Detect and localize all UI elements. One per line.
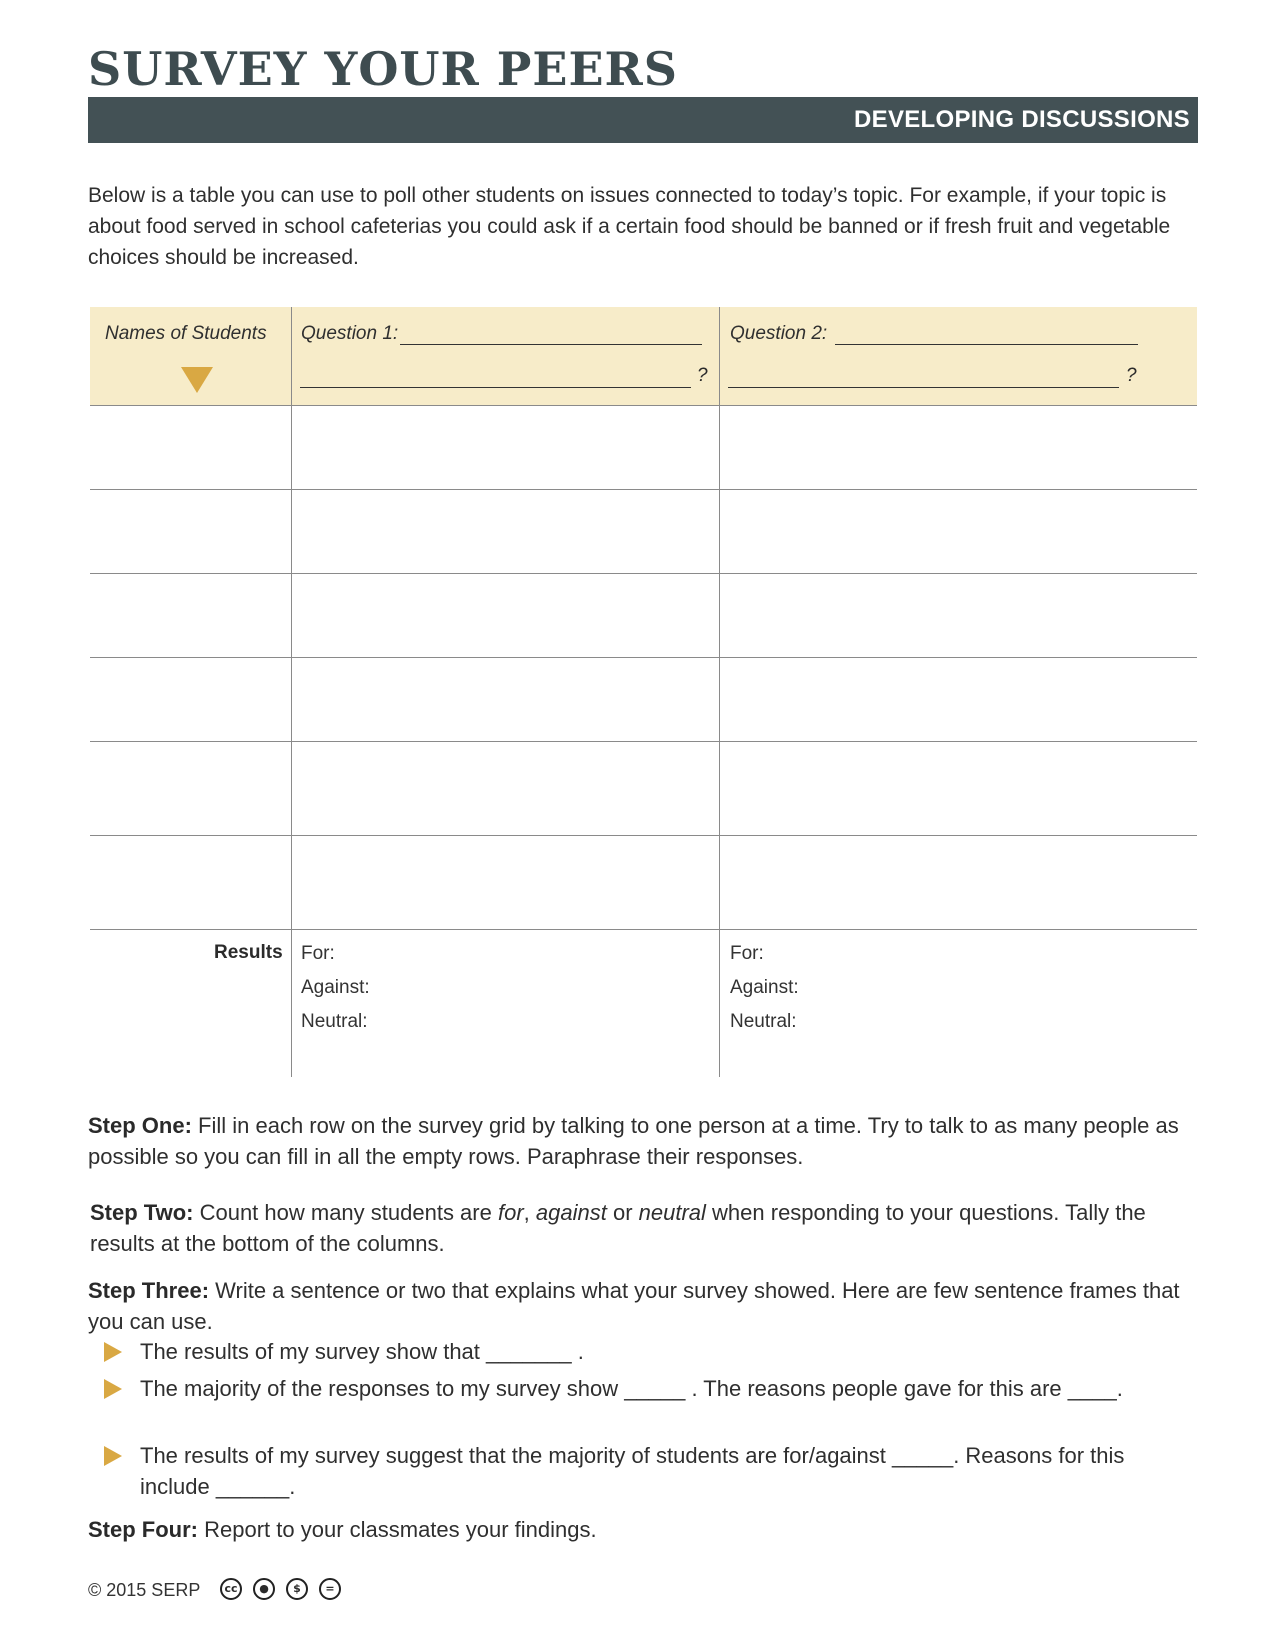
step-two-or: or xyxy=(606,1200,639,1225)
column-divider-1 xyxy=(291,307,292,1077)
column-header-names: Names of Students xyxy=(105,323,267,344)
q2-result-neutral[interactable]: Neutral: xyxy=(730,1011,797,1032)
step-four-label: Step Four: xyxy=(88,1517,198,1542)
q2-result-against[interactable]: Against: xyxy=(730,977,799,998)
table-header xyxy=(90,307,1197,405)
q1-result-for[interactable]: For: xyxy=(301,943,335,964)
banner-label: DEVELOPING DISCUSSIONS xyxy=(854,106,1190,133)
step-three-text: Write a sentence or two that explains what your survey showed. Here are few sentence frames that you can use. xyxy=(88,1278,1180,1334)
sentence-frame-2: The majority of the responses to my survey show _____ . The reasons people gave for this are ____. xyxy=(140,1376,1123,1401)
step-three-label: Step Three: xyxy=(88,1278,210,1303)
step-four xyxy=(88,1514,1198,1545)
step-two-against: against xyxy=(535,1200,607,1225)
survey-table xyxy=(90,307,1197,1077)
down-arrow-icon xyxy=(181,367,213,393)
row-divider xyxy=(90,835,1197,836)
question-1-mark: ? xyxy=(697,365,708,386)
q1-result-neutral[interactable]: Neutral: xyxy=(301,1011,368,1032)
section-banner xyxy=(88,97,1198,143)
step-one-text: Fill in each row on the survey grid by talking to one person at a time. Try to talk to as many people as possible so you can fill in all the empty rows. Paraphrase their responses. xyxy=(88,1113,1179,1169)
step-two-for: for xyxy=(497,1200,524,1225)
copyright-notice: © 2015 SERP xyxy=(88,1580,201,1600)
bullet-arrow-icon xyxy=(104,1379,122,1399)
cc-license-icon: cc xyxy=(220,1578,242,1600)
q2-result-for[interactable]: For: xyxy=(730,943,764,964)
intro-paragraph: Below is a table you can use to poll other students on issues connected to today’s topic. For example, if your topic is about food served in school cafeterias you could ask if a certain food should be banned or if fresh fruit and vegetable choices should be increased. xyxy=(88,184,1171,269)
step-two-comma: , xyxy=(523,1200,536,1225)
results-label: Results xyxy=(214,942,283,963)
step-one-label: Step One: xyxy=(88,1113,192,1138)
step-two-text-end: when responding to your questions. Tally the results at the bottom of the columns. xyxy=(90,1200,1146,1256)
page-title: SURVEY YOUR PEERS xyxy=(88,42,678,96)
question-2-mark: ? xyxy=(1126,365,1137,386)
row-divider xyxy=(90,573,1197,574)
step-four-text: Report to your classmates your findings. xyxy=(198,1517,597,1542)
noncommercial-icon: $ xyxy=(286,1578,308,1600)
row-divider xyxy=(90,405,1197,406)
step-two-neutral: neutral xyxy=(638,1200,706,1225)
step-one xyxy=(88,1110,1198,1172)
row-divider xyxy=(90,929,1197,930)
row-divider xyxy=(90,489,1197,490)
step-two xyxy=(90,1197,1200,1259)
question-2-blank-line-1[interactable] xyxy=(835,344,1138,345)
attribution-icon: ● xyxy=(253,1578,275,1600)
step-three xyxy=(88,1275,1198,1337)
column-header-question-2: Question 2: xyxy=(730,323,828,344)
bullet-arrow-icon xyxy=(104,1446,122,1466)
question-1-blank-line-1[interactable] xyxy=(400,344,702,345)
question-2-blank-line-2[interactable] xyxy=(728,387,1119,388)
noderivatives-icon: = xyxy=(319,1578,341,1600)
question-1-blank-line-2[interactable] xyxy=(300,387,691,388)
q1-result-against[interactable]: Against: xyxy=(301,977,370,998)
bullet-arrow-icon xyxy=(104,1342,122,1362)
row-divider xyxy=(90,741,1197,742)
step-two-text: Count how many students are xyxy=(193,1200,498,1225)
row-divider xyxy=(90,657,1197,658)
column-header-question-1: Question 1: xyxy=(301,323,399,344)
sentence-frame-1: The results of my survey show that _______ . xyxy=(140,1339,584,1364)
column-divider-2 xyxy=(719,307,720,1077)
sentence-frame-3: The results of my survey suggest that the majority of students are for/against _____. Reasons for this include ______. xyxy=(140,1443,1125,1499)
step-two-label: Step Two: xyxy=(90,1200,194,1225)
